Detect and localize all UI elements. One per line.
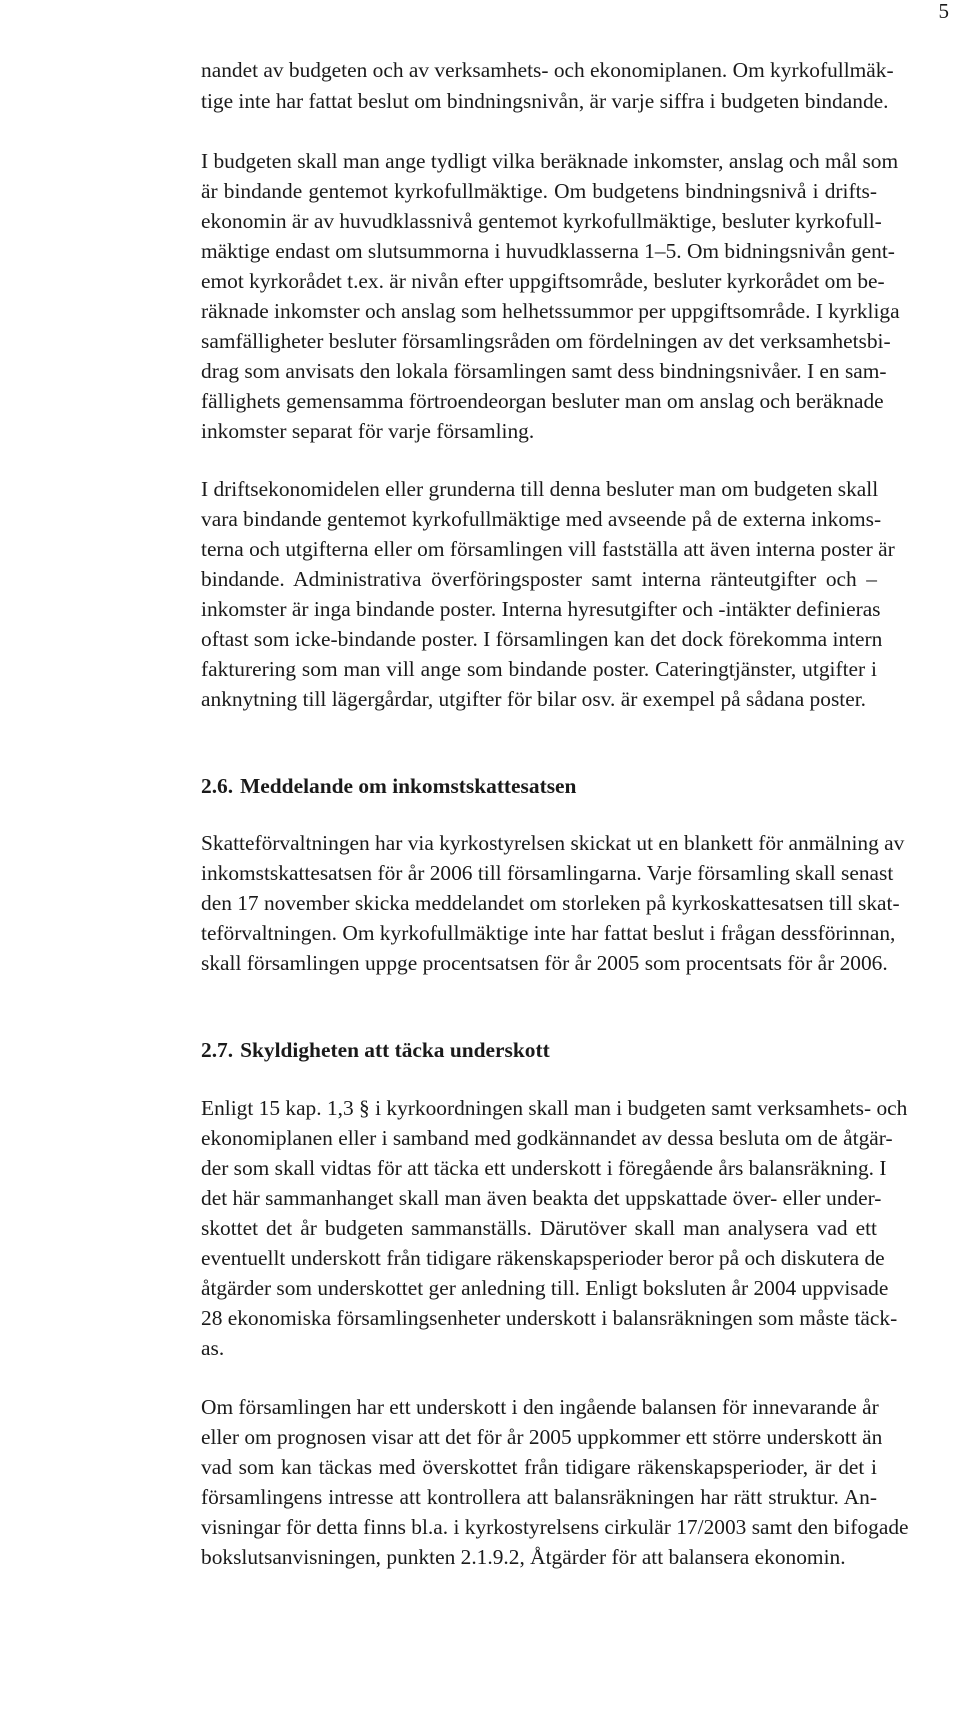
- text-line: åtgärder som underskottet ger anledning till. Enligt boksluten år 2004 uppvisade: [201, 1276, 889, 1300]
- text-line: det här sammanhanget skall man även beakta det uppskattade över- eller under-: [201, 1186, 882, 1210]
- text-line: skall församlingen uppge procentsatsen för år 2005 som procentsats för år 2006.: [201, 951, 888, 975]
- text-line: drag som anvisats den lokala församlingen samt dess bindningsnivåer. I en sam-: [201, 359, 887, 383]
- text-line: Skatteförvaltningen har via kyrkostyrelsen skickat ut en blankett för anmälning av: [201, 831, 905, 855]
- text-line: I budgeten skall man ange tydligt vilka beräknade inkomster, anslag och mål som: [201, 149, 899, 173]
- text-line: bindande. Administrativa överföringsposter samt interna ränteutgifter och –: [201, 567, 877, 591]
- text-line: Om församlingen har ett underskott i den ingående balansen för innevarande år: [201, 1395, 879, 1419]
- section-heading-2-6: [201, 771, 576, 801]
- text-line: ekonomiplanen eller i samband med godkännandet av dessa besluta om de åtgär-: [201, 1126, 893, 1150]
- text-line: 28 ekonomiska församlingsenheter underskott i balansräkningen som måste täck-: [201, 1306, 898, 1330]
- section-number: 2.6.: [201, 774, 234, 798]
- text-line: räknade inkomster och anslag som helhetssummor per uppgiftsområde. I kyrkliga: [201, 299, 900, 323]
- text-line: tige inte har fattat beslut om bindningsnivån, är varje siffra i budgeten bindande.: [201, 89, 889, 113]
- text-line: nandet av budgeten och av verksamhets- och ekonomiplanen. Om kyrkofullmäk-: [201, 58, 894, 82]
- text-line: teförvaltningen. Om kyrkofullmäktige inte har fattat beslut i frågan dessförinnan,: [201, 921, 896, 945]
- text-line: eller om prognosen visar att det för år 2005 uppkommer ett större underskott än: [201, 1425, 883, 1449]
- text-line: församlingens intresse att kontrollera att balansräkningen har rätt struktur. An-: [201, 1485, 877, 1509]
- page-number: 5: [938, 0, 949, 23]
- text-line: as.: [201, 1336, 225, 1360]
- text-line: inkomster separat för varje församling.: [201, 419, 535, 443]
- text-line: vara bindande gentemot kyrkofullmäktige med avseende på de externa inkoms-: [201, 507, 882, 531]
- text-line: mäktige endast om slutsummorna i huvudklasserna 1–5. Om bidningsnivån gent-: [201, 239, 895, 263]
- text-line: vad som kan täckas med överskottet från tidigare räkenskapsperioder, är det i: [201, 1455, 877, 1479]
- text-line: der som skall vidtas för att täcka ett underskott i föregående års balansräkning. I: [201, 1156, 887, 1180]
- text-line: Enligt 15 kap. 1,3 § i kyrkoordningen skall man i budgeten samt verksamhets- och: [201, 1096, 908, 1120]
- text-line: terna och utgifterna eller om församlingen vill fastställa att även interna poster är: [201, 537, 895, 561]
- text-line: den 17 november skicka meddelandet om storleken på kyrkoskattesatsen till skat-: [201, 891, 900, 915]
- text-line: emot kyrkorådet t.ex. är nivån efter uppgiftsområde, besluter kyrkorådet om be-: [201, 269, 885, 293]
- text-line: I driftsekonomidelen eller grunderna till denna besluter man om budgeten skall: [201, 477, 879, 501]
- section-title: Meddelande om inkomstskattesatsen: [240, 774, 577, 798]
- section-title: Skyldigheten att täcka underskott: [240, 1038, 550, 1062]
- text-line: visningar för detta finns bl.a. i kyrkostyrelsens cirkulär 17/2003 samt den bifogade: [201, 1515, 909, 1539]
- text-line: ekonomin är av huvudklassnivå gentemot kyrkofullmäktige, besluter kyrkofull-: [201, 209, 882, 233]
- section-number: 2.7.: [201, 1038, 234, 1062]
- text-line: eventuellt underskott från tidigare räkenskapsperioder beror på och diskutera de: [201, 1246, 885, 1270]
- section-heading-2-7: [201, 1035, 550, 1065]
- text-line: fakturering som man vill ange som bindande poster. Cateringtjänster, utgifter i: [201, 657, 877, 681]
- text-line: är bindande gentemot kyrkofullmäktige. Om budgetens bindningsnivå i drifts-: [201, 179, 877, 203]
- text-line: inkomster är inga bindande poster. Interna hyresutgifter och -intäkter definieras: [201, 597, 881, 621]
- text-line: oftast som icke-bindande poster. I församlingen kan det dock förekomma intern: [201, 627, 883, 651]
- text-line: samfälligheter besluter församlingsråden om fördelningen av det verksamhetsbi-: [201, 329, 891, 353]
- text-line: bokslutsanvisningen, punkten 2.1.9.2, Åtgärder för att balansera ekonomin.: [201, 1545, 846, 1569]
- text-line: inkomstskattesatsen för år 2006 till församlingarna. Varje församling skall senast: [201, 861, 894, 885]
- text-line: skottet det år budgeten sammanställs. Därutöver skall man analysera vad ett: [201, 1216, 877, 1240]
- text-line: fällighets gemensamma förtroendeorgan besluter man om anslag och beräknade: [201, 389, 884, 413]
- text-line: anknytning till lägergårdar, utgifter för bilar osv. är exempel på sådana poster.: [201, 687, 866, 711]
